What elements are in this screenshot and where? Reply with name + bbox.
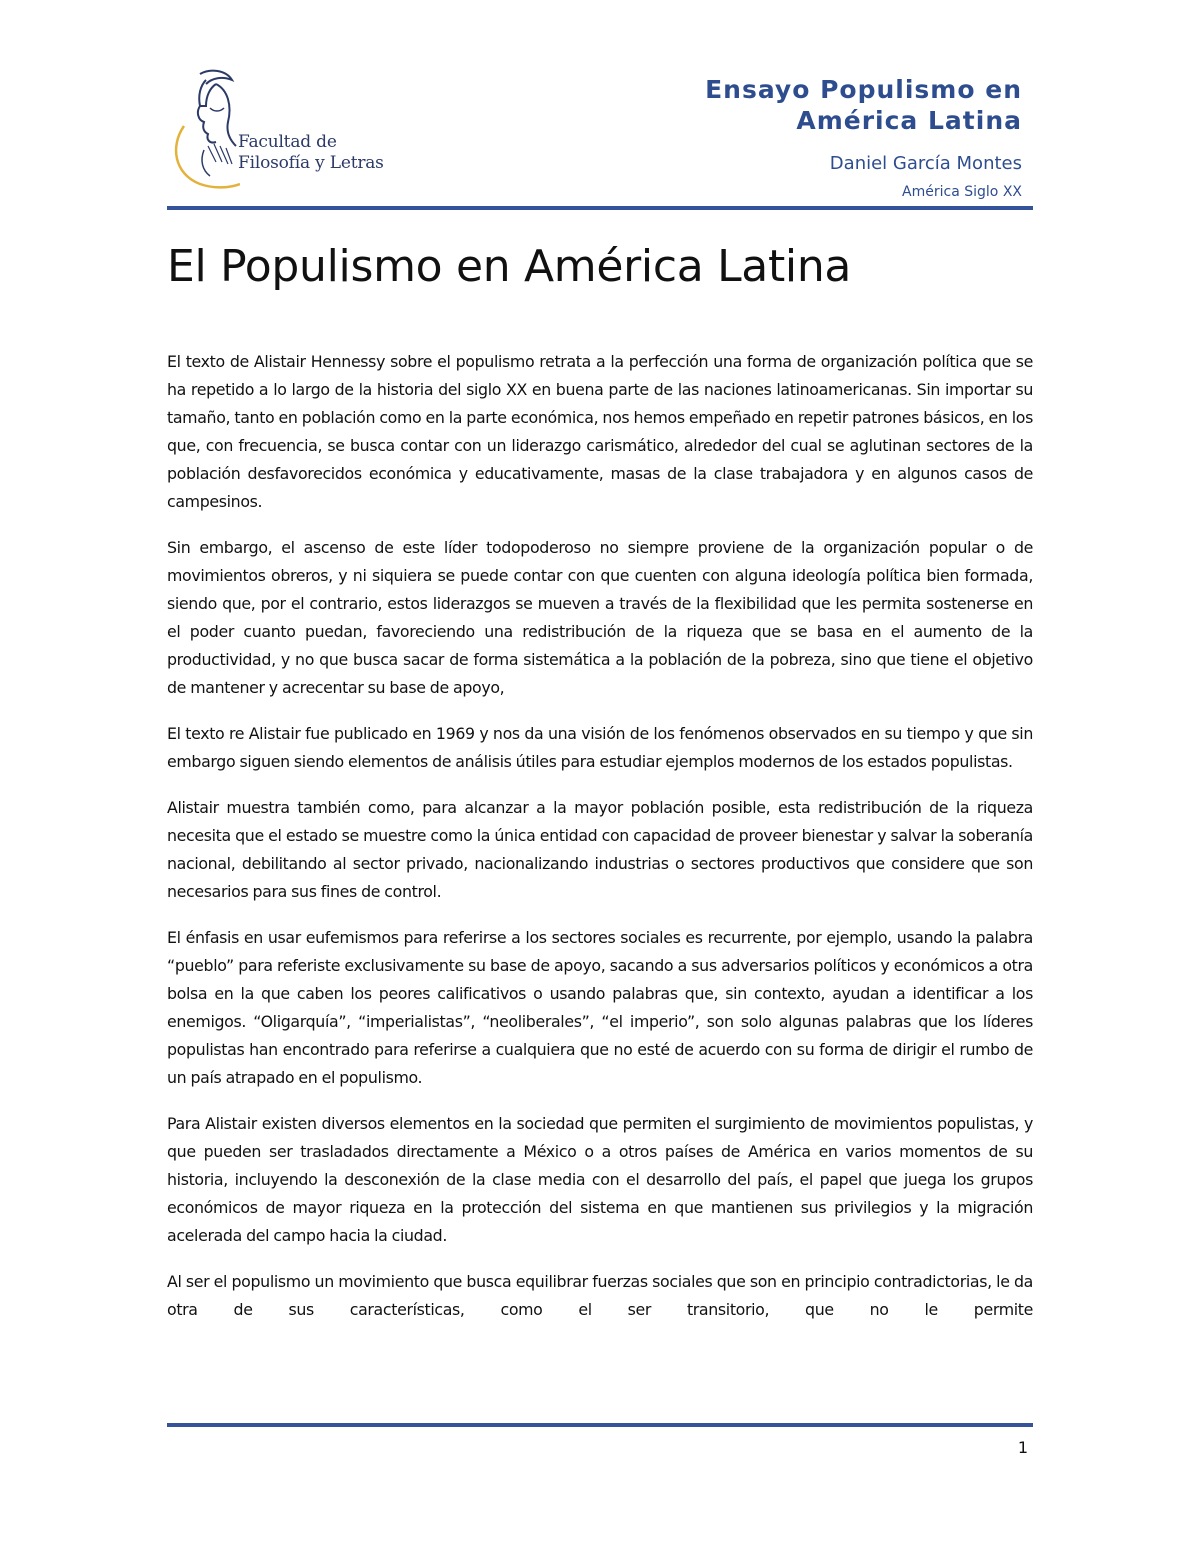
footer-divider: [167, 1423, 1033, 1427]
logo-line-1: Facultad de: [238, 132, 337, 152]
athena-helmet-logo-icon: [170, 66, 240, 190]
paragraph: Para Alistair existen diversos elementos en la sociedad que permiten el surgimiento de movimientos populistas, y que pueden ser trasladados directamente a México o a otros países de América en varios momentos de su historia, incluyendo la desconexión de la clase media con el desarrollo del país, el papel que juega los grupos económicos de mayor riqueza en la protección del sistema en que mantienen sus privilegios y la migración acelerada del campo hacia la ciudad.: [167, 1114, 1033, 1245]
faculty-logo: [170, 66, 410, 190]
page-number: 1: [1017, 1438, 1028, 1457]
logo-line-2: Filosofía y Letras: [238, 153, 384, 173]
paragraph: El énfasis en usar eufemismos para referirse a los sectores sociales es recurrente, por ejemplo, usando la palabra “pueblo” para referiste exclusivamente su base de apoyo, sacando a sus adversarios políticos y económicos a otra bolsa en la que caben los peores calificativos o usando palabras que, sin contexto, ayudan a identificar a los enemigos. “Oligarquía”, “imperialistas”, “neoliberales”, “el imperio”, son solo algunas palabras que los líderes populistas han encontrado para referirse a cualquiera que no esté de acuerdo con su forma de dirigir el rumbo de un país atrapado en el populismo.: [167, 928, 1033, 1087]
paragraph: Al ser el populismo un movimiento que busca equilibrar fuerzas sociales que son en principio contradictorias, le da otra de sus características, como el ser transitorio, que no le permite: [167, 1272, 1033, 1319]
course-name: América Siglo XX: [902, 184, 1022, 200]
author-name: Daniel García Montes: [829, 153, 1022, 174]
logo-wordmark: [238, 132, 384, 174]
document-title: [705, 74, 1022, 136]
essay-body: [167, 348, 1033, 1342]
document-title-line-2: América Latina: [796, 106, 1022, 135]
paragraph: El texto de Alistair Hennessy sobre el populismo retrata a la perfección una forma de organización política que se ha repetido a lo largo de la historia del siglo XX en buena parte de las naciones latinoamericanas. Sin importar su tamaño, tanto en población como en la parte económica, nos hemos empeñado en repetir patrones básicos, en los que, con frecuencia, se busca contar con un liderazgo carismático, alrededor del cual se aglutinan sectores de la población desfavorecidos económica y educativamente, masas de la clase trabajadora y en algunos casos de campesinos.: [167, 352, 1033, 511]
page-title: El Populismo en América Latina: [167, 241, 852, 292]
document-title-line-1: Ensayo Populismo en: [705, 75, 1022, 104]
paragraph: Sin embargo, el ascenso de este líder todopoderoso no siempre proviene de la organización popular o de movimientos obreros, y ni siquiera se puede contar con que cuenten con alguna ideología política bien formada, siendo que, por el contrario, estos liderazgos se mueven a través de la flexibilidad que les permita sostenerse en el poder cuanto puedan, favoreciendo una redistribución de la riqueza que se basa en el aumento de la productividad, y no que busca sacar de forma sistemática a la población de la pobreza, sino que tiene el objetivo de mantener y acrecentar su base de apoyo,: [167, 538, 1033, 697]
paragraph: Alistair muestra también como, para alcanzar a la mayor población posible, esta redistribución de la riqueza necesita que el estado se muestre como la única entidad con capacidad de proveer bienestar y salvar la soberanía nacional, debilitando al sector privado, nacionalizando industrias o sectores productivos que considere que son necesarios para sus fines de control.: [167, 798, 1033, 901]
paragraph: El texto re Alistair fue publicado en 1969 y nos da una visión de los fenómenos observados en su tiempo y que sin embargo siguen siendo elementos de análisis útiles para estudiar ejemplos modernos de los estados populistas.: [167, 724, 1033, 771]
document-header: [705, 74, 1022, 201]
header-divider: [167, 206, 1033, 210]
